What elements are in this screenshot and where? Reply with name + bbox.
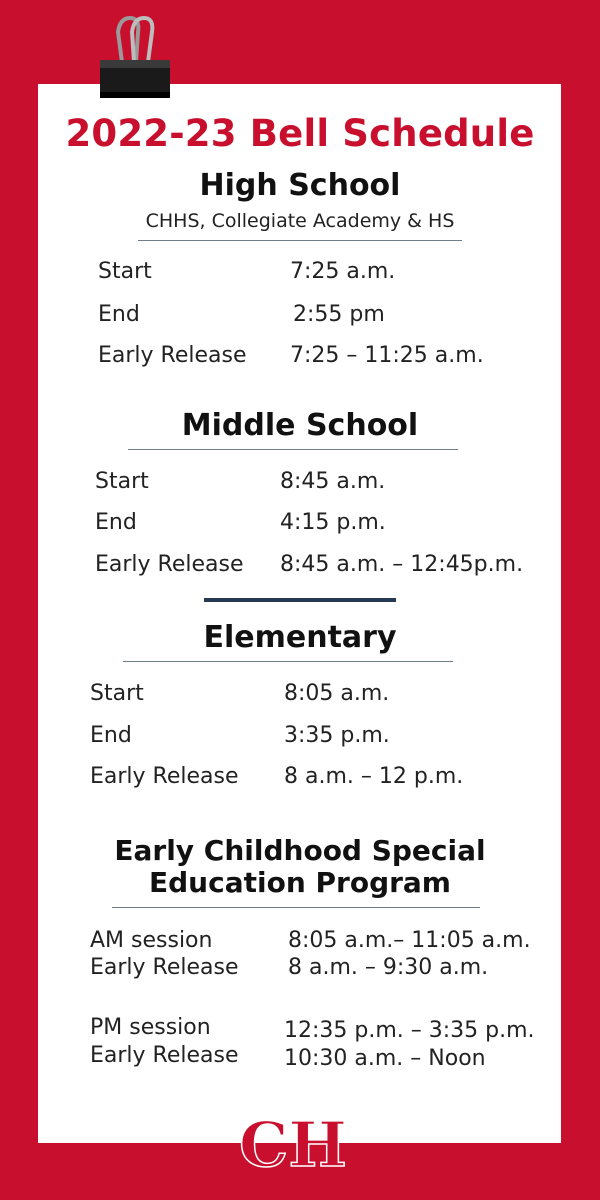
divider (138, 240, 462, 241)
divider (128, 449, 458, 450)
el-early-release-value: 8 a.m. – 12 p.m. (284, 764, 464, 789)
binder-clip-icon (96, 12, 174, 102)
el-early-release-label: Early Release (90, 764, 239, 789)
schedule-card (38, 84, 561, 1143)
ms-early-release-label: Early Release (95, 552, 244, 577)
hs-end-value: 2:55 pm (293, 302, 385, 327)
ms-start-value: 8:45 a.m. (280, 469, 386, 494)
hs-start-value: 7:25 a.m. (290, 259, 396, 284)
logo-text: CH (239, 1108, 347, 1181)
hs-end-label: End (98, 302, 140, 327)
page-title: 2022-23 Bell Schedule (65, 112, 535, 155)
el-start-value: 8:05 a.m. (284, 681, 390, 706)
divider (112, 907, 480, 908)
hs-early-release-value: 7:25 – 11:25 a.m. (290, 343, 484, 368)
ec-am-early-release-value: 8 a.m. – 9:30 a.m. (288, 955, 489, 980)
ms-start-label: Start (95, 469, 149, 494)
el-end-label: End (90, 723, 132, 748)
ec-pm-early-release-label: Early Release (90, 1043, 239, 1068)
ec-am-session-label: AM session (90, 928, 213, 953)
section-divider (204, 598, 396, 602)
high-school-heading: High School (199, 168, 401, 203)
divider (123, 661, 453, 662)
elementary-heading: Elementary (203, 620, 397, 655)
high-school-subheading: CHHS, Collegiate Academy & HS (145, 210, 455, 232)
ec-pm-early-release-value: 10:30 a.m. – Noon (284, 1046, 486, 1071)
ec-pm-session-value: 12:35 p.m. – 3:35 p.m. (284, 1018, 535, 1043)
ec-am-early-release-label: Early Release (90, 955, 239, 980)
ec-am-session-value: 8:05 a.m.– 11:05 a.m. (288, 928, 531, 953)
ms-end-label: End (95, 510, 137, 535)
school-logo (239, 1106, 347, 1181)
ms-early-release-value: 8:45 a.m. – 12:45p.m. (280, 552, 524, 577)
middle-school-heading: Middle School (181, 408, 419, 443)
hs-start-label: Start (98, 259, 152, 284)
ms-end-value: 4:15 p.m. (280, 510, 386, 535)
hs-early-release-label: Early Release (98, 343, 247, 368)
el-end-value: 3:35 p.m. (284, 723, 390, 748)
early-childhood-heading-line1: Early Childhood Special (114, 834, 486, 867)
ec-pm-session-label: PM session (90, 1015, 211, 1040)
el-start-label: Start (90, 681, 144, 706)
early-childhood-heading-line2: Education Program (149, 866, 451, 899)
